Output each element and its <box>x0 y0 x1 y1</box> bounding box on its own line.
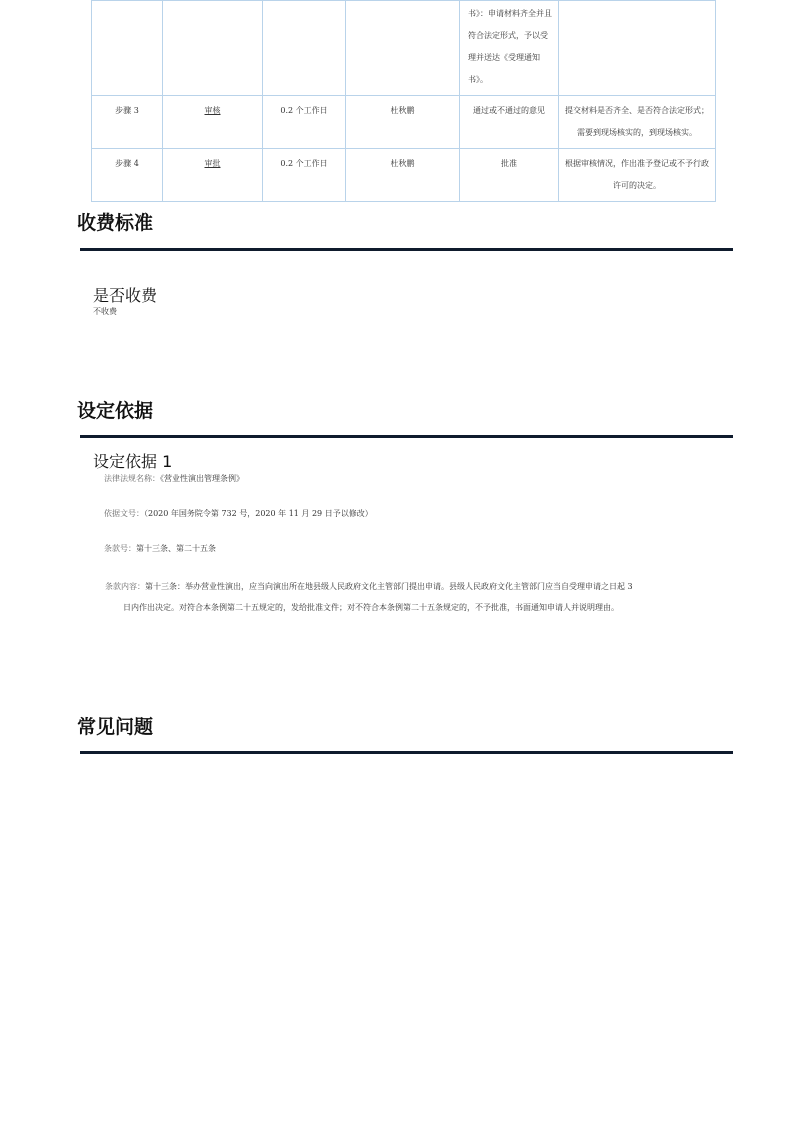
fee-question-label: 是否收费 <box>93 286 158 305</box>
fee-section-title: 收费标准 <box>77 212 154 234</box>
table-row <box>92 1 716 96</box>
result-cell: 批准 <box>460 149 559 202</box>
step-name-link[interactable]: 审批 <box>163 149 263 202</box>
step-name-cell <box>163 1 263 96</box>
table-row <box>92 149 716 202</box>
handler-cell: 杜秋鹏 <box>346 149 460 202</box>
step-cell: 步骤 4 <box>92 149 163 202</box>
step-cell <box>92 1 163 96</box>
article-content-row <box>105 576 725 618</box>
article-number-label: 条款号： <box>104 544 136 553</box>
section-divider <box>80 435 733 438</box>
standard-cell: 根据审核情况，作出准予登记或不予行政许可的决定。 <box>559 149 716 202</box>
time-limit-cell: 0.2 个工作日 <box>263 149 346 202</box>
article-content-line <box>105 576 725 597</box>
step-cell: 步骤 3 <box>92 96 163 149</box>
faq-section-title: 常见问题 <box>77 716 154 738</box>
step-name-link[interactable]: 审核 <box>163 96 263 149</box>
time-limit-cell <box>263 1 346 96</box>
handler-cell: 杜秋鹏 <box>346 96 460 149</box>
doc-number-value: （2020 年国务院令第 732 号，2020 年 11 月 29 日予以修改） <box>144 509 373 518</box>
process-steps-table <box>91 0 716 202</box>
article-number-value: 第十三条、第二十五条 <box>136 544 216 553</box>
law-name-label: 法律法规名称： <box>104 474 160 483</box>
basis-subtitle: 设定依据 1 <box>93 452 173 471</box>
law-name-value: 《营业性演出管理条例》 <box>160 474 244 483</box>
doc-number-row <box>104 508 373 519</box>
article-content-line: 日内作出决定。对符合本条例第二十五规定的，发给批准文件；对不符合本条例第二十五条规定的，不予批准，书面通知申请人并说明理由。 <box>123 603 619 612</box>
result-cell: 书》：申请材料齐全并且符合法定形式，予以受理并送达《受理通知书》。 <box>460 1 559 96</box>
time-limit-cell: 0.2 个工作日 <box>263 96 346 149</box>
result-cell: 通过或不通过的意见 <box>460 96 559 149</box>
table-row <box>92 96 716 149</box>
standard-cell <box>559 1 716 96</box>
law-name-row <box>104 473 244 484</box>
handler-cell <box>346 1 460 96</box>
basis-section-title: 设定依据 <box>77 400 154 422</box>
article-content-label: 条款内容： <box>105 582 145 591</box>
section-divider <box>80 248 733 251</box>
article-number-row <box>104 543 216 554</box>
fee-value: 不收费 <box>93 307 117 316</box>
section-divider <box>80 751 733 754</box>
article-content-text: 第十三条：举办营业性演出，应当向演出所在地县级人民政府文化主管部门提出申请。县级人民政府文化主管部门应当自受理申请之日起 3 <box>145 582 633 591</box>
doc-number-label: 依据文号： <box>104 509 144 518</box>
standard-cell: 提交材料是否齐全、是否符合法定形式；需要到现场核实的，到现场核实。 <box>559 96 716 149</box>
